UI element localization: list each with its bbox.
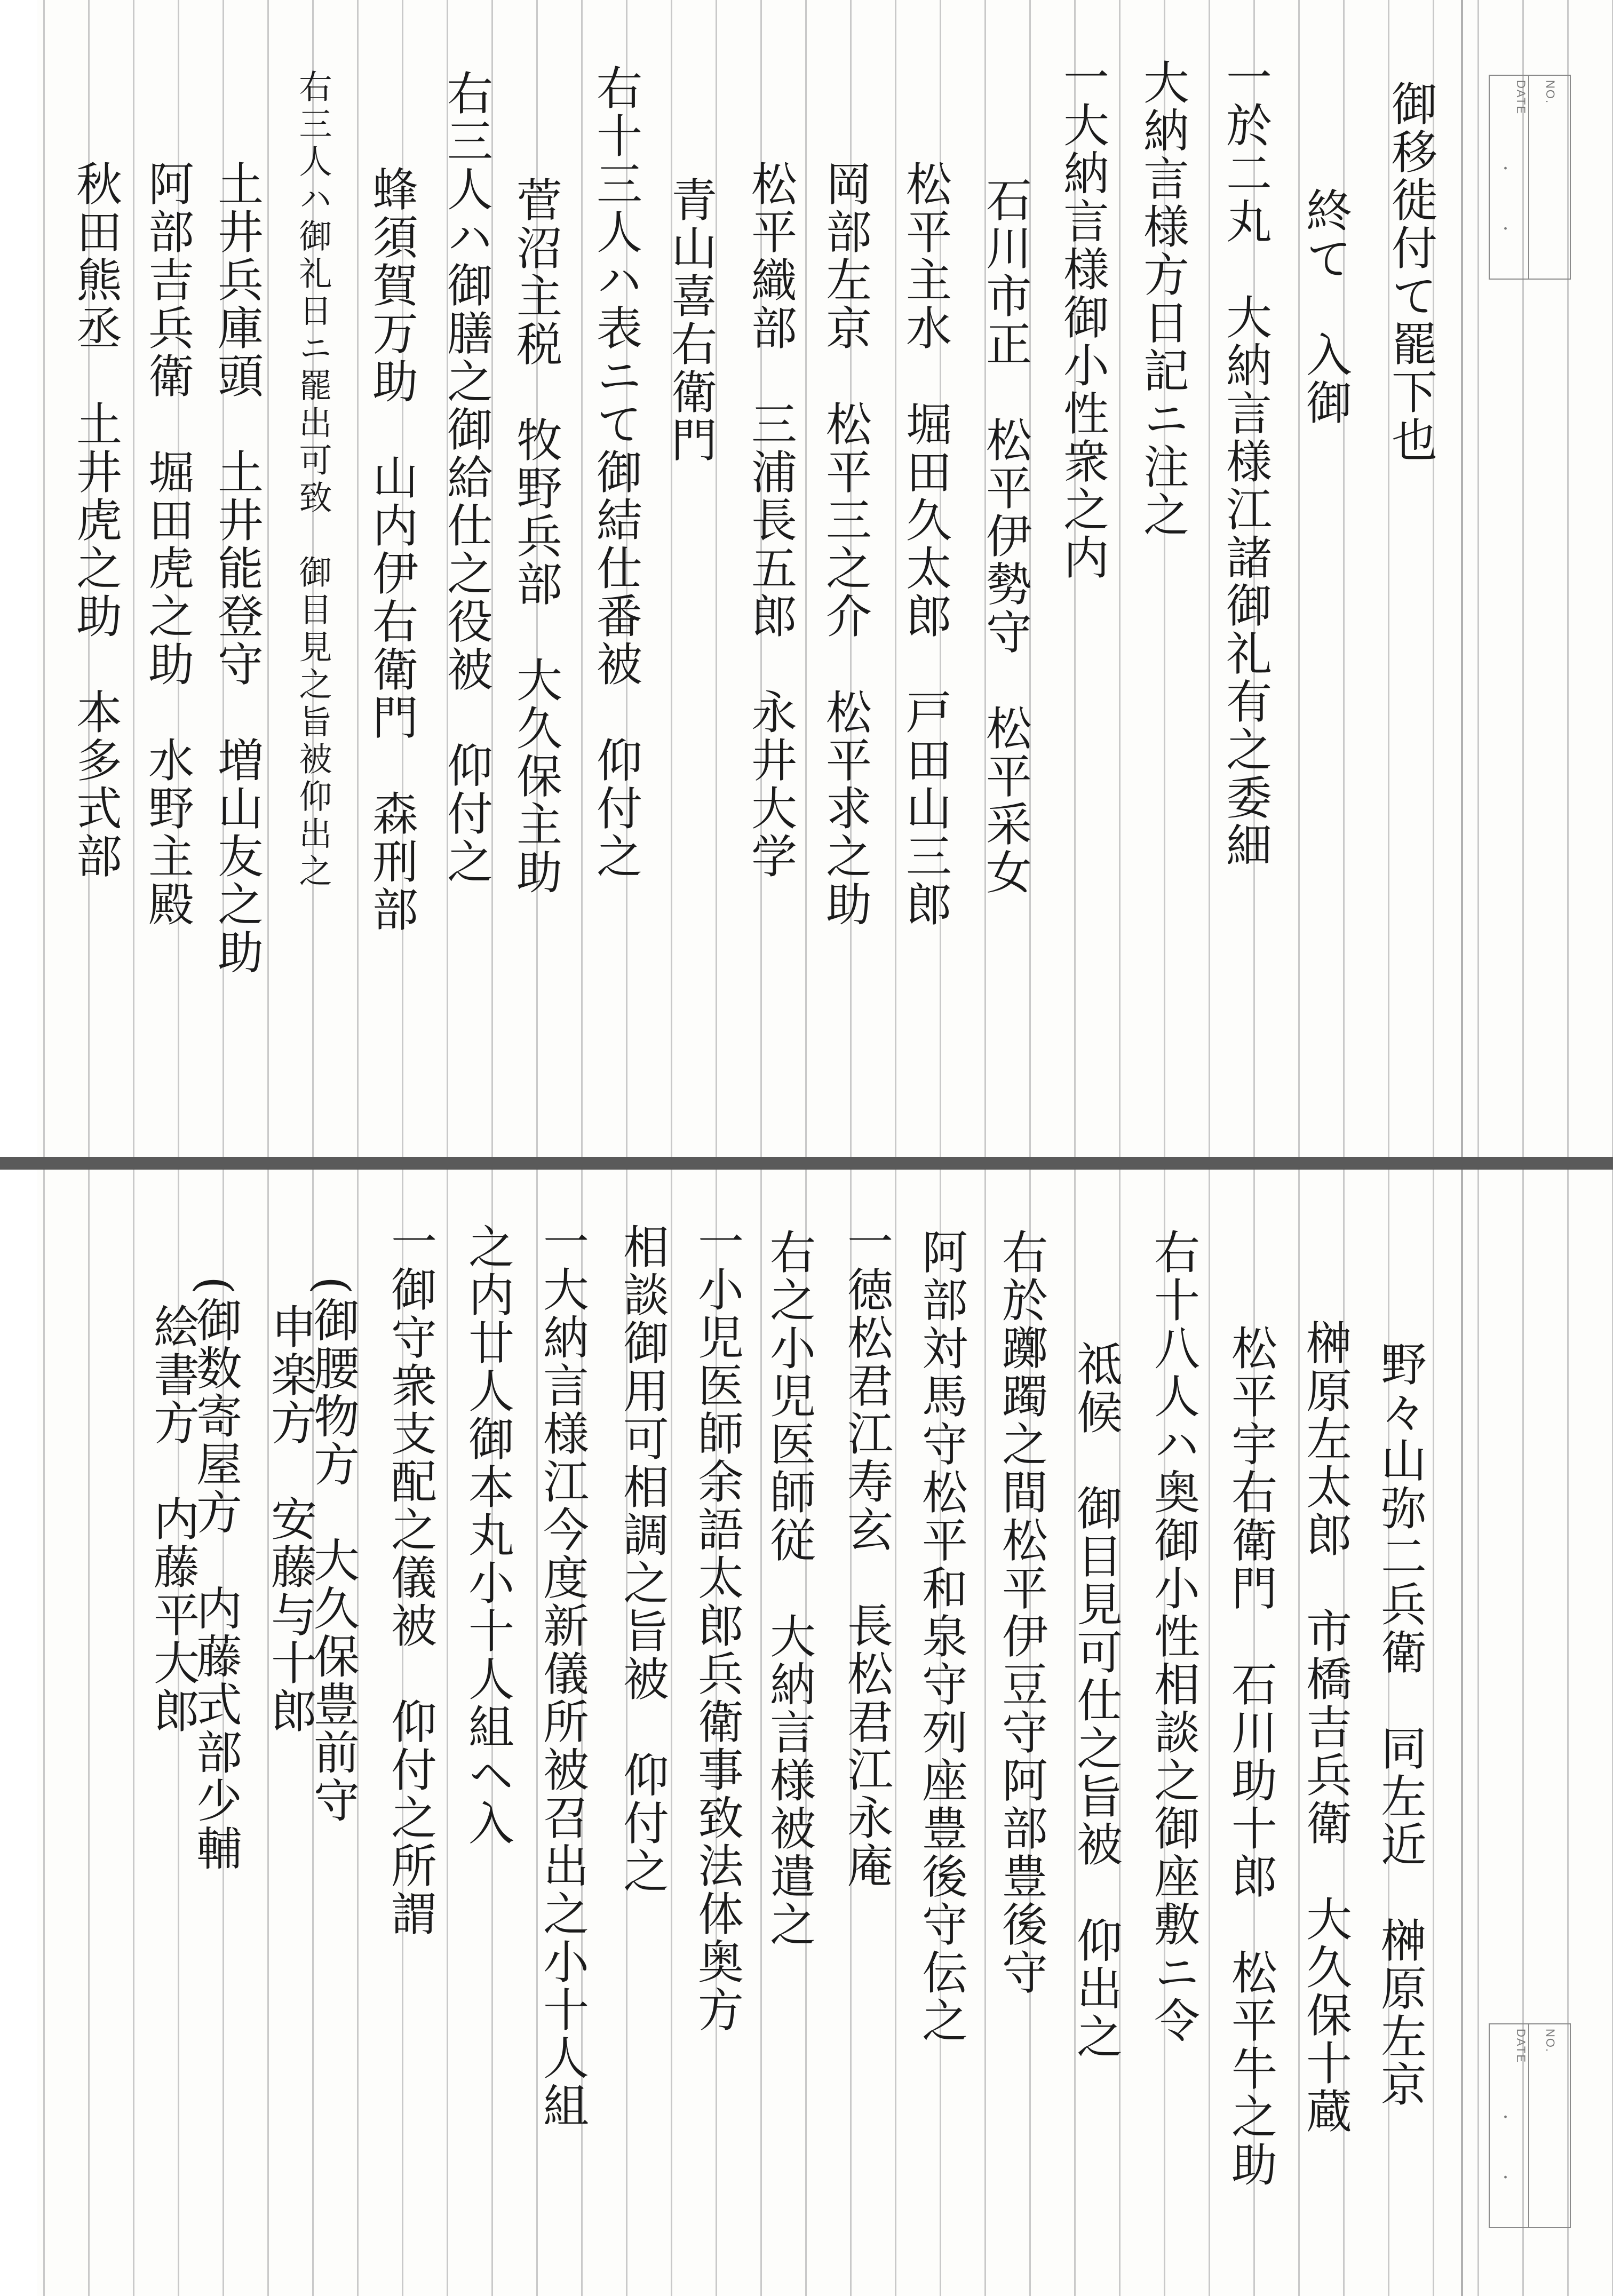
- text-column: 野々山弥二兵衛 同左近 榊原左京: [1373, 1340, 1426, 2109]
- text-column: 一小児医師余語太郎兵衛事致法体奥方: [690, 1218, 743, 2034]
- text-column: 青山喜右衛門: [663, 176, 717, 464]
- text-column: 終て 入御: [1298, 187, 1352, 427]
- date-dots: ・ ・: [1497, 161, 1513, 257]
- text-column: 相談御用可相調之旨被 仰付之: [615, 1223, 669, 1895]
- text-column: 右三人ハ御礼日ニ罷出可致 御目見之旨被仰出之: [293, 69, 332, 891]
- page-margin-line: [1461, 1170, 1463, 2296]
- text-column: 右十八人ハ奥御小性相談之御座敷ニ令: [1146, 1228, 1199, 2045]
- text-column: 右之小児医師従 大納言様被遣之: [762, 1228, 815, 1949]
- text-column: 秋田熊丞 土井虎之助 本多式部: [68, 160, 122, 880]
- text-column: 岡部左京 松平三之介 松平求之助: [818, 160, 871, 928]
- text-column: (御数寄屋方 内藤式部少輔: [188, 1276, 242, 1873]
- text-column: 御移徙付て罷下也: [1384, 80, 1437, 464]
- header-divider: [1528, 76, 1529, 279]
- text-column: 土井兵庫頭 土井能登守 増山友之助: [210, 160, 263, 976]
- text-column: (御腰物方 大久保豊前守: [306, 1276, 359, 1825]
- text-column: 之内廿人御本丸小十人組ヘ入: [460, 1223, 514, 1847]
- text-column: 阿部吉兵衛 堀田虎之助 水野主殿: [140, 160, 194, 928]
- text-column: 一徳松君江寿玄 長松君江永庵: [839, 1218, 893, 1890]
- binding-edge: [0, 1170, 37, 2296]
- text-column: 松平織部 三浦長五郎 永井大学: [743, 160, 797, 880]
- header-divider: [1528, 2024, 1529, 2227]
- text-column: 一於二丸 大納言様江諸御礼有之委細: [1218, 53, 1272, 870]
- text-column: 右於躑躅之間松平伊豆守阿部豊後守: [994, 1228, 1047, 1997]
- text-column: 松平宇右衛門 石川助十郎 松平牛之助: [1223, 1324, 1277, 2189]
- no-label: NO.: [1544, 2029, 1557, 2053]
- binding-edge: [0, 0, 37, 1157]
- text-column: 一御守衆支配之儀被 仰付之所謂: [383, 1218, 436, 1938]
- notebook-gutter: [0, 1157, 1613, 1170]
- page-margin-line: [1461, 0, 1463, 1157]
- text-column: 右十三人ハ表ニて御結仕番被 仰付之: [589, 64, 642, 880]
- text-column: 蜂須賀万助 山内伊右衛門 森刑部: [364, 165, 418, 934]
- text-column: 一大納言様江今度新儀所被召出之小十人組: [535, 1218, 589, 2130]
- text-column: 大納言様方日記ニ注之: [1135, 59, 1189, 539]
- no-date-header: [1489, 75, 1571, 280]
- date-dots: ・ ・: [1497, 2110, 1513, 2206]
- no-label: NO.: [1544, 80, 1557, 105]
- text-column: 申楽方 安藤与十郎: [263, 1303, 316, 1735]
- date-label: DATE: [1514, 80, 1528, 115]
- date-label: DATE: [1514, 2029, 1528, 2064]
- text-column: 絵書方 内藤平大郎: [146, 1303, 199, 1735]
- text-column: 菅沼主税 牧野兵部 大久保主助: [508, 176, 562, 896]
- text-column: 石川市正 松平伊勢守 松平采女: [978, 176, 1031, 896]
- text-column: 右三人ハ御膳之御給仕之役被 仰付之: [439, 69, 492, 886]
- no-date-header: [1489, 2023, 1571, 2228]
- text-column: 松平主水 堀田久太郎 戸田山三郎: [898, 160, 951, 928]
- text-column: 榊原左太郎 市橋吉兵衛 大久保十蔵: [1298, 1319, 1352, 2135]
- text-column: 阿部対馬守松平和泉守列座豊後守伝之: [914, 1228, 967, 2045]
- text-column: 祗候 御目見可仕之旨被 仰出之: [1069, 1340, 1122, 2061]
- notebook-page-bottom: [0, 1170, 1613, 2296]
- text-column: 一大納言様御小性衆之内: [1055, 53, 1109, 582]
